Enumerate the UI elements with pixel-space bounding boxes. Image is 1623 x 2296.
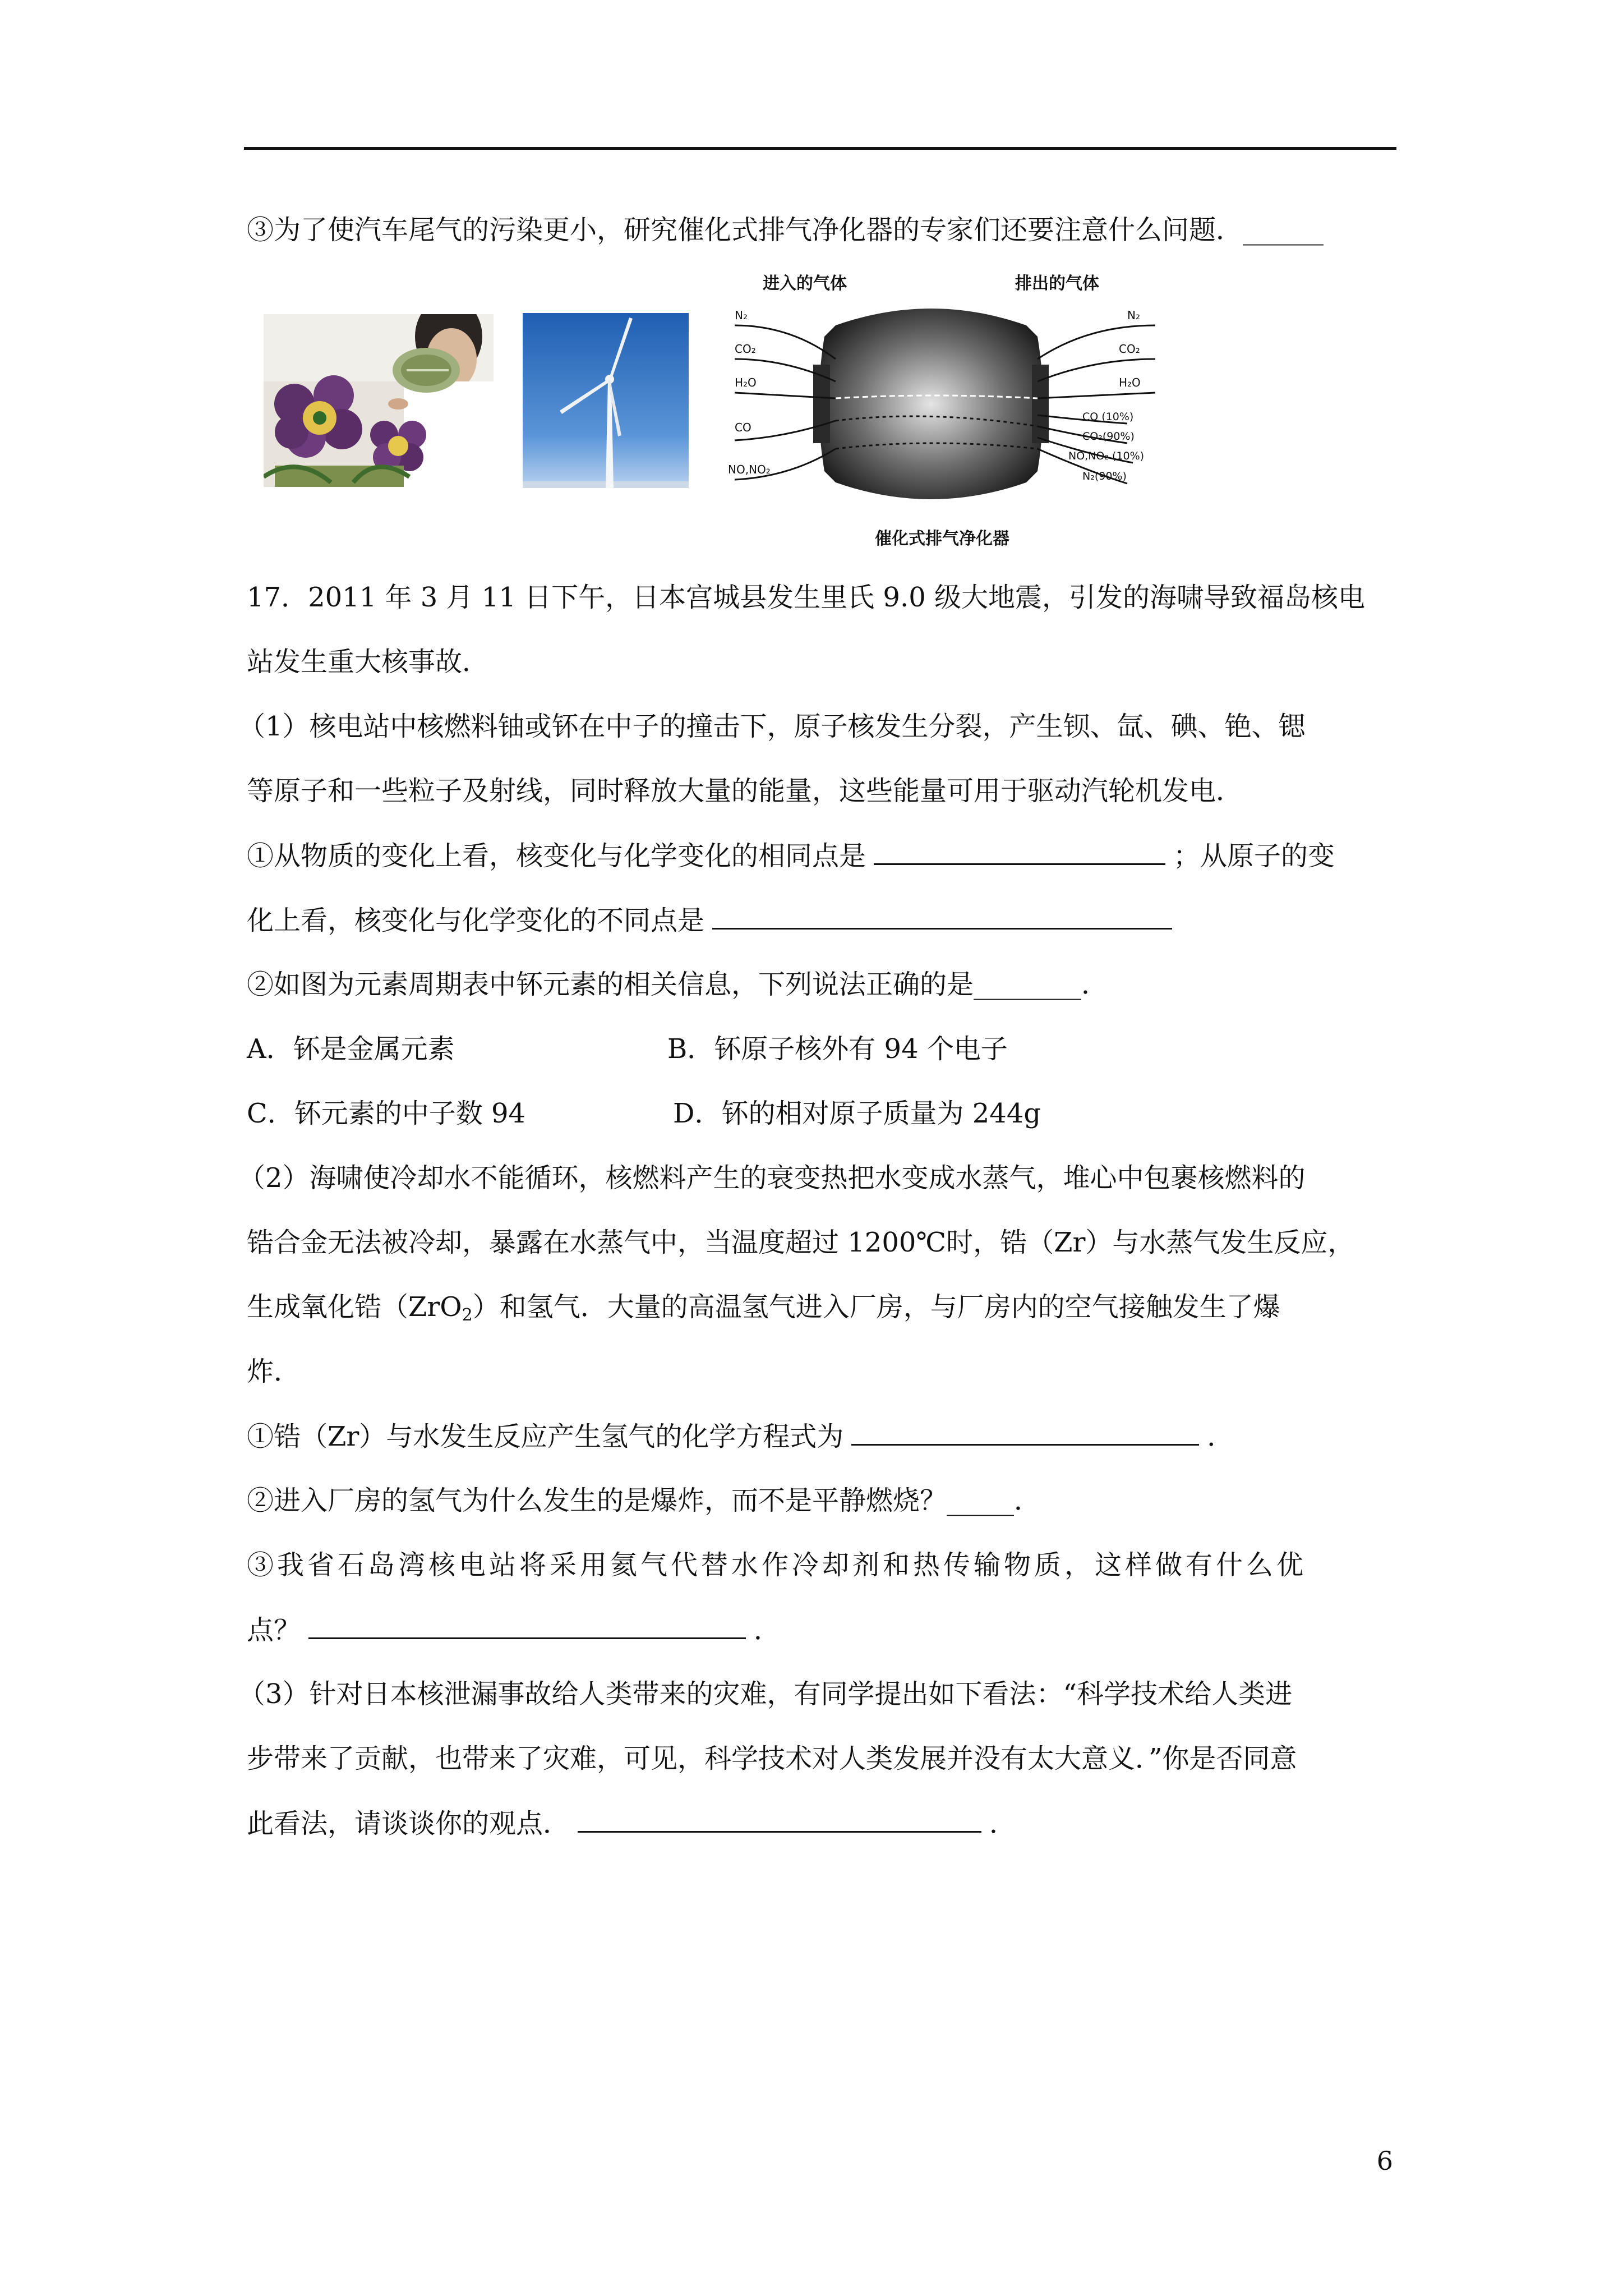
q17-p3-line2: 步带来了贡献，也带来了灾难，可见，科学技术对人类发展并没有太大意义．”你是否同意 [247, 1743, 1297, 1774]
answer-blank[interactable] [851, 1419, 1199, 1446]
q17-p2-line2: 锆合金无法被冷却，暴露在水蒸气中，当温度超过 1200℃时，锆（Zr）与水蒸气发生反应， [247, 1227, 1355, 1258]
answer-blank[interactable] [712, 903, 1172, 930]
q17-p1-line2: 等原子和一些粒子及射线，同时释放大量的能量，这些能量可用于驱动汽轮机发电． [247, 775, 1243, 807]
output-label: NO,NO₂ (10%) [1068, 450, 1145, 462]
q17-p2-line1: （2）海啸使冷却水不能循环，核燃料产生的衰变热把水变成水蒸气，堆心中包裹核燃料的 [238, 1162, 1306, 1194]
wind-turbine-photo [523, 313, 689, 488]
q17-p2-q3-line2: 点？ ． [247, 1613, 781, 1647]
option-d: D．钚的相对原子质量为 244g [673, 1098, 1041, 1129]
q17-p2-q3-line1: ③我省石岛湾核电站将采用氦气代替水作冷却剂和热传输物质，这样做有什么优 [247, 1549, 1307, 1581]
q17-p3-line1: （3）针对日本核泄漏事故给人类带来的灾难，有同学提出如下看法：“科学技术给人类进 [238, 1678, 1293, 1710]
input-label: CO₂ [735, 342, 756, 356]
header-rule [244, 147, 1396, 150]
input-label: NO,NO₂ [728, 463, 771, 476]
answer-blank[interactable] [874, 839, 1165, 865]
option-c: C．钚元素的中子数 94 [247, 1098, 526, 1129]
output-label: N₂(90%) [1082, 470, 1127, 482]
q17-p2-q2: ②进入厂房的氢气为什么发生的是爆炸，而不是平静燃烧？_____． [247, 1485, 1041, 1516]
q17-p1-q1-line: ①从物质的变化上看，核变化与化学变化的相同点是 ；从原子的变 [247, 839, 1335, 873]
inputs-title: 进入的气体 [763, 274, 847, 293]
catalytic-converter-diagram [723, 269, 1172, 555]
person-with-flower-photo [264, 314, 494, 487]
q17-line1: 17．2011 年 3 月 11 日下午，日本宫城县发生里氏 9.0 级大地震，引发的海啸导致福岛核电 [247, 582, 1365, 613]
output-label: H₂O [1119, 376, 1141, 389]
option-b: B．钚原子核外有 94 个电子 [667, 1033, 1008, 1065]
person-with-flower-icon [264, 314, 494, 487]
output-label: CO₂ [1119, 342, 1140, 356]
q17-p2-line3: 生成氧化锆（ZrO$_2$）和氢气．大量的高温氢气进入厂房，与厂房内的空气接触发生了爆 [247, 1291, 1280, 1325]
q17-p2-q1: ①锆（Zr）与水发生反应产生氢气的化学方程式为 ． [247, 1419, 1234, 1453]
q17-line2: 站发生重大核事故． [247, 646, 490, 678]
output-label: CO (10%) [1082, 411, 1134, 423]
diagram-caption: 催化式排气净化器 [875, 529, 1009, 549]
outputs-title: 排出的气体 [1015, 274, 1099, 293]
page-number: 6 [1376, 2146, 1393, 2176]
q16-part3-line: ③为了使汽车尾气的污染更小，研究催化式排气净化器的专家们还要注意什么问题．______ [247, 214, 1324, 246]
q17-p1-q1-line2: 化上看，核变化与化学变化的不同点是 [247, 903, 1180, 937]
input-label: H₂O [735, 376, 757, 389]
answer-blank[interactable] [308, 1613, 746, 1639]
option-a: A．钚是金属元素 [247, 1033, 455, 1065]
q17-p1-line1: （1）核电站中核燃料铀或钚在中子的撞击下，原子核发生分裂，产生钡、氙、碘、铯、锶 [238, 711, 1306, 742]
q17-p2-line4: 炸． [247, 1356, 301, 1387]
output-label: CO₂(90%) [1082, 430, 1135, 443]
q17-p3-line3: 此看法，请谈谈你的观点． ． [247, 1806, 1016, 1841]
output-label: N₂ [1127, 309, 1140, 322]
input-label: N₂ [735, 309, 748, 322]
answer-blank[interactable] [578, 1806, 981, 1833]
input-label: CO [735, 421, 751, 434]
q17-p1-q2: ②如图为元素周期表中钚元素的相关信息，下列说法正确的是________． [247, 969, 1109, 1000]
wind-turbine-icon [523, 313, 689, 488]
